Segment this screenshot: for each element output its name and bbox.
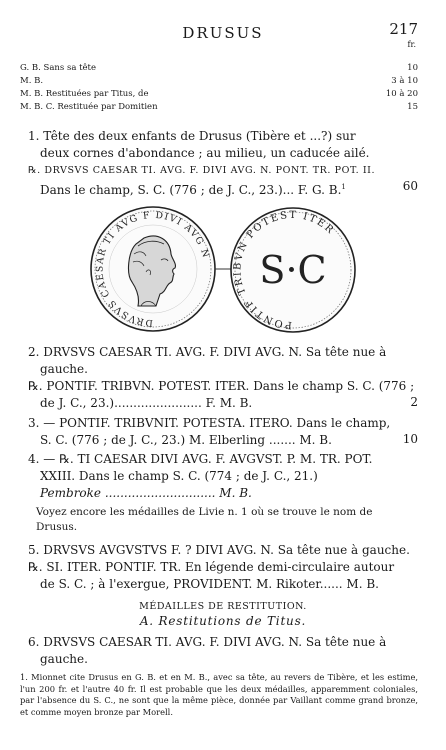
running-title: DRUSUS — [182, 24, 264, 42]
entry-2-reverse: ℞. PONTIF. TRIBVN. POTEST. ITER. Dans le champ S. C. (776 ; — [28, 379, 415, 393]
index-value: 3 à 10 — [391, 76, 418, 86]
entry-2-line-2: gauche. — [40, 362, 88, 376]
entry-5 — [28, 542, 410, 593]
index-label: M. B. C. Restituée par Domitien — [20, 102, 158, 112]
price-index-row — [20, 101, 418, 114]
currency-label: fr. — [407, 40, 416, 49]
entry-1-line-1: 1. Tête des deux enfants de Drusus (Tibère et ...?) sur — [28, 129, 356, 143]
entry-4-line-2: XXIII. Dans le champ S. C. (774 ; de J. C., 21.) — [40, 469, 318, 483]
entry-6-line-1: 6. DRVSVS CAESAR TI. AVG. F. DIVI AVG. N. Sa tête nue à — [28, 635, 387, 649]
entry-1 — [28, 128, 375, 199]
reverse-legend: PONTIF TRIBVN POTEST ITER — [232, 209, 337, 331]
page-number: 217 — [389, 20, 418, 38]
index-label: G. B. Sans sa tête — [20, 63, 96, 73]
price-index-row — [20, 62, 418, 75]
coin-obverse — [91, 207, 215, 331]
entry-3-line-1: 3. — PONTIF. TRIBVNIT. POTESTA. ITERO. Dans le champ, — [28, 416, 391, 430]
coin-illustration — [86, 202, 364, 336]
section-subheading: A. Restitutions de Titus. — [139, 614, 307, 628]
note-line-1: Voyez encore les médailles de Livie n. 1 où se trouve le nom de — [36, 506, 373, 518]
index-value: 15 — [407, 102, 418, 112]
entry-6-line-2: gauche. — [40, 652, 88, 666]
entry-1-reverse: ℞. DRVSVS CAESAR TI. AVG. F. DIVI AVG. N. PONT. TR. POT. II. — [28, 165, 376, 176]
entry-4-line-1: 4. — ℞. TI CAESAR DIVI AVG. F. AVGVST. P. M. TR. POT. — [28, 452, 373, 466]
entry-2-price: 2 — [410, 395, 418, 409]
entry-5-line-1: 5. DRVSVS AVGVSTVS F. ? DIVI AVG. N. Sa tête nue à gauche. — [28, 543, 410, 557]
entry-3 — [28, 415, 390, 449]
obverse-legend: DRVSVS CAESAR TI AVG F DIVI AVG N — [94, 209, 212, 329]
entry-4-line-3: Pembroke ............................. M. B. — [40, 486, 252, 500]
entry-1-line-4 — [28, 179, 375, 199]
entry-3-price: 10 — [402, 432, 418, 446]
entry-5-line-3: de S. C. ; à l'exergue, PROVIDENT. M. Rikoter...... M. B. — [40, 577, 379, 591]
cross-reference-note — [36, 505, 372, 535]
entry-5-reverse: ℞. SI. ITER. PONTIF. TR. En légende demi-circulaire autour — [28, 560, 395, 574]
entry-3-line-2: S. C. (776 ; de J. C., 23.) M. Elberling ....... M. B. — [40, 433, 332, 447]
price-index-row — [20, 88, 418, 101]
reverse-field-sc: S·C — [259, 248, 327, 292]
index-label: M. B. Restituées par Titus, de — [20, 89, 149, 99]
footnote: 1. Mionnet cite Drusus en G. B. et en M. B., avec sa tête, au revers de Tibère, et les estime, l'un 200 fr. et l'autre 40 fr. Il est probable que les deux médailles, apparemment coloniales, par l'absence du S. C., ne sont que la même pièce, donnée par Vaillant comme grand bronze, et comme moyen bronze par Morell. — [20, 672, 418, 717]
price-index-row — [20, 75, 418, 88]
entry-1-line-2: deux cornes d'abondance ; au milieu, un caducée ailé. — [40, 146, 370, 160]
index-value: 10 — [407, 63, 418, 73]
index-value: 10 à 20 — [385, 89, 418, 99]
section-heading: MÉDAILLES DE RESTITUTION. — [139, 601, 307, 612]
index-label: M. B. — [20, 76, 44, 86]
coin-reverse — [231, 208, 355, 332]
note-line-2: Drusus. — [36, 521, 78, 533]
entry-6 — [28, 634, 386, 668]
entry-2 — [28, 344, 414, 412]
footnote-ref: 1 — [341, 183, 346, 191]
entry-2-line-4: de J. C., 23.)....................... F. M. B. — [40, 396, 253, 410]
entry-1-field: Dans le champ, S. C. (776 ; de J. C., 23.)... F. G. B. — [40, 183, 342, 197]
entry-4 — [28, 451, 372, 502]
entry-1-price: 60 — [402, 179, 418, 193]
entry-2-line-1: 2. DRVSVS CAESAR TI. AVG. F. DIVI AVG. N. Sa tête nue à — [28, 345, 387, 359]
